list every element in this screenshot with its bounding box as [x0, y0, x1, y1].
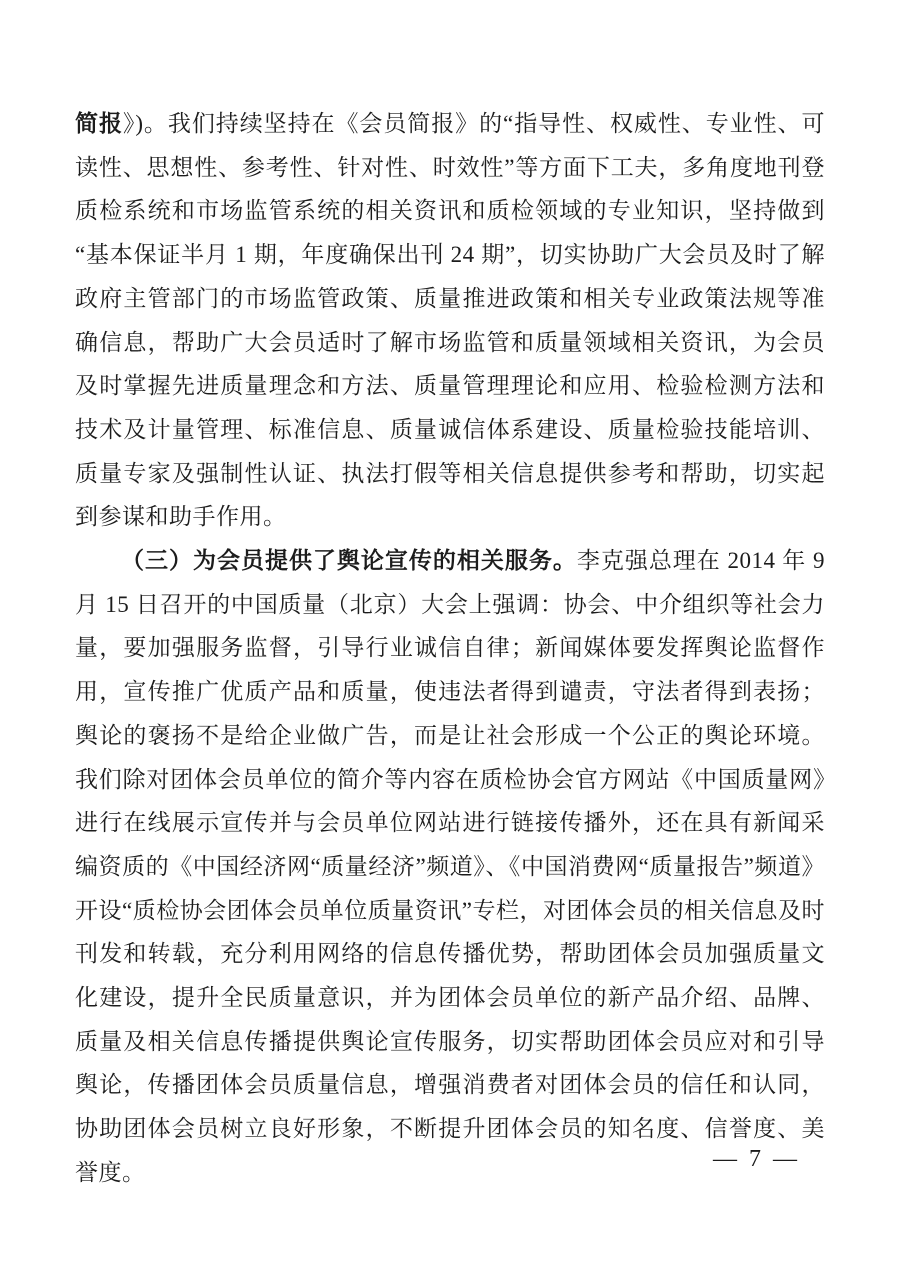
text-segment: 》)。我们持续坚持在《会员简报》的“指导性、权威性、专业性、可读性、思想性、参考性、针对性、时效性”等方面下工夫，多角度地刊登质检系统和市场监管系统的相关资讯和质检领域的专业知识，坚持做到“基本保证半月 1 期，年度确保出刊 24 期”，切实协助广大会员及时了解政府主管部门的市场监管政策、质量推进政策和相关专业政策法规等准确信息，帮助广大会员适时了解市场监管和质量领域相关资讯，为会员及时掌握先进质量理念和方法、质量管理理论和应用、检验检测方法和技术及计量管理、标准信息、质量诚信体系建设、质量检验技能培训、质量专家及强制性认证、执法打假等相关信息提供参考和帮助，切实起到参谋和助手作用。	[75, 111, 826, 530]
page-number: — 7 —	[713, 1146, 800, 1172]
bold-text-segment: （三）为会员提供了舆论宣传的相关服务。	[121, 548, 577, 574]
paragraph-1	[75, 102, 825, 539]
paragraph-2	[75, 539, 825, 1195]
text-segment: 李克强总理在 2014 年 9 月 15 日召开的中国质量（北京）大会上强调：协会、中介组织等社会力量，要加强服务监督，引导行业诚信自律；新闻媒体要发挥舆论监督作用，宣传推广优质产品和质量，使违法者得到谴责，守法者得到表扬；舆论的褒扬不是给企业做广告，而是让社会形成一个公正的舆论环境。我们除对团体会员单位的简介等内容在质检协会官方网站《中国质量网》进行在线展示宣传并与会员单位网站进行链接传播外，还在具有新闻采编资质的《中国经济网“质量经济”频道》、《中国消费网“质量报告”频道》开设“质检协会团体会员单位质量资讯”专栏，对团体会员的相关信息及时刊发和转载，充分利用网络的信息传播优势，帮助团体会员加强质量文化建设，提升全民质量意识，并为团体会员单位的新产品介绍、品牌、质量及相关信息传播提供舆论宣传服务，切实帮助团体会员应对和引导舆论，传播团体会员质量信息，增强消费者对团体会员的信任和认同，协助团体会员树立良好形象，不断提升团体会员的知名度、信誉度、美誉度。	[75, 548, 826, 1185]
bold-text-segment: 简报	[75, 111, 123, 136]
document-body	[75, 102, 825, 1195]
